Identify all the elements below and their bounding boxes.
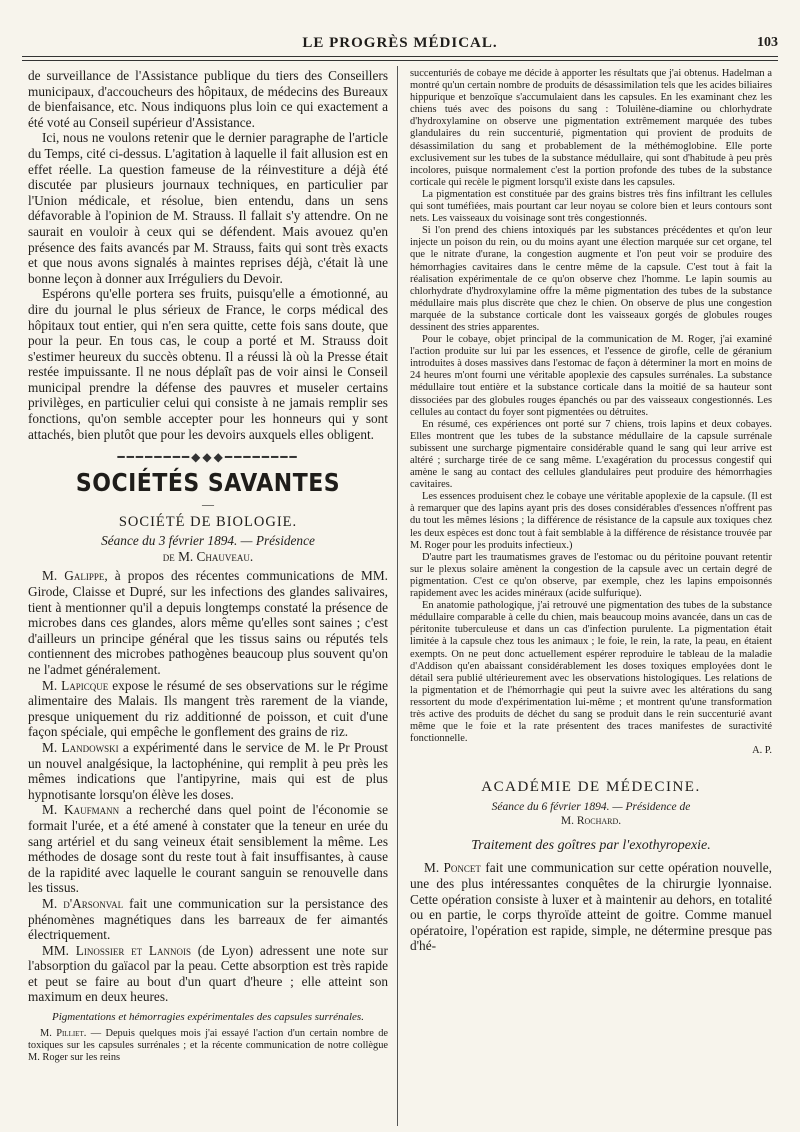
- page-header: [22, 32, 778, 54]
- small-subtitle: Pigmentations et hémorragies expérimentales des capsules surrénales.: [52, 1011, 364, 1024]
- intro-paragraph: Espérons qu'elle portera ses fruits, puisqu'elle a émotionné, au dire du journal le plus sérieux de France, le corps médical des hôpitaux tout entier, qui n'en sera quitte, cette fois sans doute, que pour la peur. En tous cas, le coup a porté et M. Strauss doit s'estimer heureux du succès obtenu. Il a réussi là où la Presse était restée impuissante. Il ne nous déplaît pas de voir ainsi le Conseil municipal prendre la défense des pauvres et museler certains privilèges, en particulier celui qui consiste à ne jamais remplir ses fonctions, qu'on semble accepter pour les honneurs qui y sont attachés, bien plutôt que pour les devoirs auxquels elles obligent.: [28, 286, 388, 442]
- traitement-title: Traitement des goîtres par l'exothyropexie.: [471, 838, 711, 854]
- small-paragraph: La pigmentation est constituée par des grains bistres très fins infiltrant les cellules qui sont tuméfiées, mais pourtant car leur noyau se colore bien et leurs contours sont nets. Les vaisseaux du voisinage sont très congestionnés.: [410, 188, 772, 225]
- small-paragraph: M. Pilliet. — Depuis quelques mois j'ai essayé l'action d'un certain nombre de toxiques sur les capsules surrénales ; et la récente communication de notre collègue M. Roger sur les reins: [28, 1028, 388, 1064]
- speaker: M. d'Arsonval: [42, 895, 124, 911]
- header-rule: [22, 56, 778, 57]
- column-divider: [397, 66, 398, 1126]
- final-paragraph: M. Poncet fait une communication sur cette opération nouvelle, une des plus intéressantes conquêtes de la chirurgie lyonnaise. Cette opération consiste à luxer et à maintenir au dehors, en totalité ou en partie, le corps thyroïde atteint de goitre. Comme manuel opératoire, l'opération est rapide, simple, ne détermine presque pas d'hé-: [410, 860, 772, 954]
- left-column: [28, 68, 388, 1128]
- speaker: M. Poncet: [424, 860, 481, 876]
- small-paragraph: Les essences produisent chez le cobaye une véritable apoplexie de la capsule. (Il est à remarquer que des lapins ayant pris des doses considérables d'essences n'offrent pas du tout les mêmes lésions ; la différence de résistance de la capsule aux toxiques chez les deux espèces est donc tout à fait semblable à la différence de résistance trouvée par M. Roger pour les produits infectieux.): [410, 491, 772, 551]
- page-number: 103: [757, 35, 778, 50]
- section-ornament: ━━━━━━━━◆◆◆━━━━━━━━: [117, 450, 299, 465]
- seance-line-2: de M. Chauveau.: [162, 548, 254, 564]
- header-rule-thin: [22, 60, 778, 61]
- seance-line-2: M. Rochard.: [560, 815, 622, 828]
- communication: M. d'Arsonval fait une communication sur la persistance des phénomènes magnétiques dans les barreaux de fer aimantés électriquement.: [28, 895, 388, 943]
- communication: M. Landowski a expérimenté dans le service de M. le Pr Proust un nouvel analgésique, la lactophénine, qui remplit à peu près les mêmes indications que l'antipyrine, mais qui est de plus hypnotisante lorsqu'on élève les doses.: [28, 739, 388, 802]
- small-paragraph: D'autre part les traumatismes graves de l'estomac ou du péritoine pouvant retentir sur le plexus solaire amènent la congestion de la capsule avec un certain degré de pigmentation. C'est ce qu'on observe, par exemple, chez les lapins empoisonnés rapidement avec les acides minéraux (acide sulfurique).: [410, 551, 772, 600]
- section-heading: SOCIÉTÉS SAVANTES: [75, 469, 341, 499]
- communication: MM. Linossier et Lannois (de Lyon) adressent une note sur l'absorption du gaïacol par la peau. Cette absorption est très rapide et peut se faire au bout d'un quart d'heure ; elle atteint son maximum en deux heures.: [28, 942, 388, 1005]
- small-paragraph: Si l'on prend des chiens intoxiqués par les substances précédentes et qu'on leur injecte un poison du rein, ou du moins ayant une élection marquée sur cet organe, tel que le nitrate d'urane, la congestion augmente et l'on peut voir se produire des hémorrhagies cavitaires dans le centre même de la capsule. C'est tout à fait la réalisation expérimentale de ce qu'on observe chez l'homme. Le lapin soumis au chlorhydrate d'hydroxylamine offre la même pigmentation des tubes de la substance médullaire mais plus discrète que chez le chien. On observe de plus une congestion marquée de la substance corticale dont les vaisseaux gorgés de globules rouges dessinent des stries apparentes.: [410, 225, 772, 333]
- intro-paragraph: de surveillance de l'Assistance publique du tiers des Conseillers municipaux, d'accoucheurs des hôpitaux, de médecins des Bureaux de bienfaisance, etc. Nous indiquons plus loin ce qui exactement a été voté au Conseil supérieur d'Assistance.: [28, 68, 388, 130]
- speaker: MM. Linossier et Lannois: [42, 942, 191, 958]
- intro-paragraph: Ici, nous ne voulons retenir que le dernier paragraphe de l'article du Temps, cité ci-dessus. L'agitation à laquelle il fait allusion est en effet réelle. La question fameuse de la réinvestiture a déjà été discutée par plusieurs journaux techniques, en particulier par l'Union médicale, et résolue, bien entendu, dans un sens défavorable à l'opinion de M. Strauss. Il fallait s'y attendre. On ne saurait en vouloir à ceux qui se défendent. Mais avouez qu'en présence des faits avancés par M. Strauss, faits qui sont très exacts et que nous avons signalés à maintes reprises déjà, c'était là une bonne leçon à donner aux Irréguliers du Devoir.: [28, 130, 388, 286]
- academie-name: ACADÉMIE DE MÉDECINE.: [481, 779, 701, 796]
- speaker: M. Kaufmann: [42, 802, 120, 818]
- small-paragraph: En résumé, ces expériences ont porté sur 7 chiens, trois lapins et deux cobayes. Elles montrent que les tubes de la substance médullaire de la capsule surrénale subissent une surcharge pigmentaire considérable quand le sang qui leur arrive est altéré ; surcharge tirée de ce sang même. L'exagération du processus congestif qui amène le sang au contact des cellules glandulaires peut produire des hémorrhagies cavitaires.: [410, 418, 772, 491]
- communication: M. Lapicque expose le résumé de ses observations sur le régime alimentaire des Malais. Ils mangent très rarement de la viande, presque uniquement du riz additionné de poisson, et cuit d'une façon spéciale, qui empêche le gonflement des grains de riz.: [28, 677, 388, 740]
- society-seance: [28, 533, 388, 564]
- academie-seance: [410, 800, 772, 828]
- society-name: SOCIÉTÉ DE BIOLOGIE.: [118, 514, 298, 531]
- speaker: M. Pilliet.: [40, 1028, 87, 1040]
- seance-line-1: Séance du 6 février 1894. — Présidence de: [491, 801, 691, 814]
- small-paragraph: succenturiés de cobaye me décide à apporter les résultats que j'ai obtenus. Hadelman a montré qu'un certain nombre de produits de désassimilation tels que les acides biliaires hippurique et benzoïque s'accumulaient dans les capsules. En les examinant chez les chiens tués avec des poisons du sang : Toluilène-diamine ou chlorhydrate d'hydroxylamine on observe une pigmentation extrêmement marquée des tubes glandulaires du rein succenturié, pigmentation qui provient de produits de désassimilation du sang et probablement de la méthémoglobine. Elle porte exclusivement sur les tubes de la substance médullaire, qui sont d'habitude à peu près incolores, puisque normalement c'est la portion profonde des tubes de la substance corticale qui recèle le pigment lorsqu'il existe dans les capsules.: [410, 68, 772, 188]
- signature: A. P.: [752, 745, 772, 757]
- communication: M. Kaufmann a recherché dans quel point de l'économie se formait l'urée, et a été amené à constater que la teneur en urée du sang artériel et du sang veineux était sensiblement la même. Les méthodes de dosage sont du reste tout à fait insuffisantes, à cause de la rapidité avec laquelle le courant sanguin se renouvelle dans les tissus.: [28, 802, 388, 896]
- small-paragraph: Pour le cobaye, objet principal de la communication de M. Roger, j'ai examiné l'action produite sur lui par les essences, et l'essence de girofle, celle de géranium introduites à doses massives dans l'estomac de façon à déterminer la mort en moins de 24 heures m'ont fourni une véritable apoplexie des capsules surrénales. La substance médullaire tout entière et la substance corticale dans la moitié de sa hauteur sont dissociées par des globules rouges épanchés ou par des vaisseaux congestionnés. Les cellules au contact du foyer sont pigmentées ou détruites.: [410, 334, 772, 418]
- speaker: M. Galippe,: [42, 568, 108, 584]
- right-column: [410, 68, 772, 1128]
- journal-title: LE PROGRÈS MÉDICAL.: [302, 34, 498, 51]
- seance-line-1: Séance du 3 février 1894. — Présidence: [101, 533, 315, 549]
- small-paragraph: En anatomie pathologique, j'ai retrouvé une pigmentation des tubes de la substance médullaire comparable à celle du chien, mais beaucoup moins avancée, dans un cas de péritonite tuberculeuse et dans un cas d'infection purulente. La pigmentation était limitée à la capsule chez tous les animaux ; le foie, le rein, la rate, la peau, en étaient exempts. On ne peut donc actuellement espérer reproduire le tableau de la maladie d'Addison qu'en abaissant considérablement les doses toxiques employées dont le détail sera publié ultérieurement avec les observations histologiques. Les relations de la pigmentation et de l'hémorrhagie qui peut la suivre avec les altérations du sang ressortent du mode d'expérimentation lui-même ; et montrent qu'une transformation très active des produits de déchet du sang se produit dans le rein succenturié avant même que le foie et la rate présentent des traces manifestes de suractivité fonctionnelle.: [410, 600, 772, 745]
- communication: M. Galippe, à propos des récentes communications de MM. Girode, Claisse et Dupré, sur les infections des glandes salivaires, tient à mentionner qu'il a depuis longtemps constaté la présence de microbes dans ces glandes, alors même qu'elles sont saines ; c'est d'ailleurs un principe général que les tissus sains ou réputés tels contiennent des microbes pathogènes beaucoup plus souvent qu'on ne l'admet généralement.: [28, 568, 388, 677]
- heading-dash: —: [202, 497, 214, 512]
- speaker: M. Landowski: [42, 739, 119, 755]
- speaker: M. Lapicque: [42, 677, 109, 693]
